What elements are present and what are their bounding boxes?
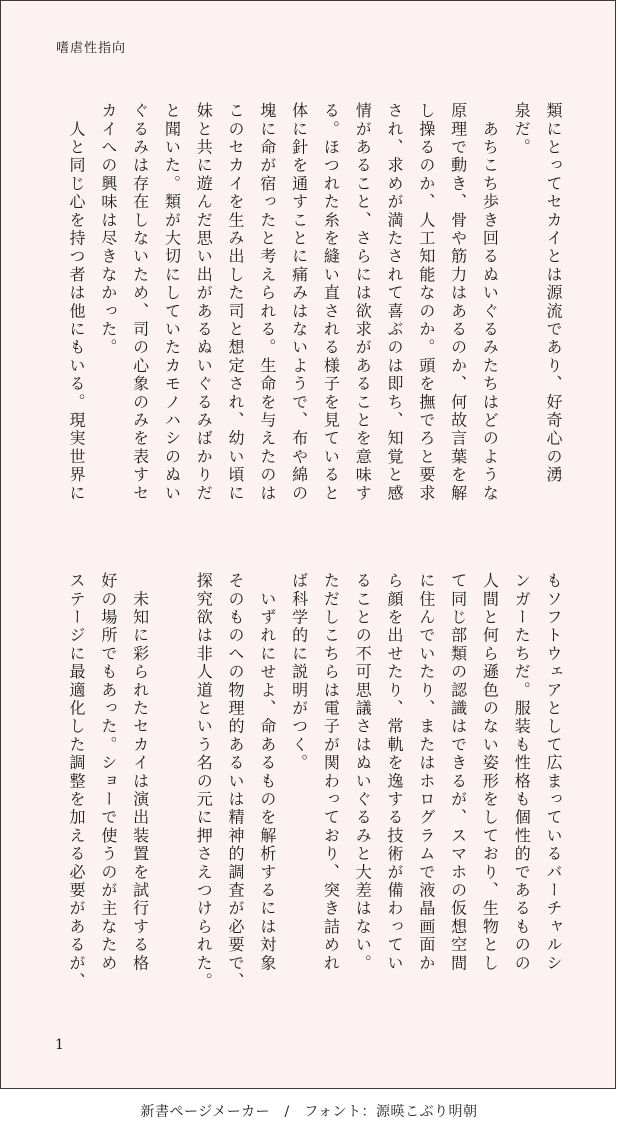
page-number: 1 xyxy=(55,1037,64,1053)
body-text-upper: 類にとってセカイとは源流であり、好奇心の湧 泉だ。 あちこち歩き回るぬいぐるみたちはどのような 原理で動き、骨や筋力はあるのか、何故言葉を解 し操るのか、人工知能なのか。頭を撫でろと要求 され、求めが満たされて喜ぶのは即ち、知覚と感 情があること、さらには欲求があることを意味す る。ほつれた糸を縫い直される様子を見ていると 体に針を通すことに痛みはないようで、布や綿の 塊に命が宿ったと考えられる。生命を与えたのは このセカイを生み出した司と想定され、幼い頃に 妹と共に遊んだ思い出があるぬいぐるみばかりだ と聞いた。類が大切にしていたカモノハシのぬい ぐるみは存在しないため、司の心象のみを表すセ カイへの興味は尽きなかった。 人と同じ心を持つ者は他にもいる。現実世界に xyxy=(67,102,563,503)
body-text-lower: もソフトウェアとして広まっているバーチャルシ ンガーたちだ。服装も性格も個性的であるものの 人間と何ら遜色のない姿形をしており、生物とし て同じ部類の認識はできるが、スマホの仮想空間 に住んでいたり、またはホログラムで液晶画面か ら顔を出せたり、常軌を逸する技術が備わってい ることの不可思議さはぬいぐるみと大差はない。 ただしこちらは電子が関わっており、突き詰めれ ば科学的に説明がつく。 いずれにせよ、命あるものを解析するには対象 そのものへの物理的あるいは精神的調査が必要で、 探究欲は非人道という名の元に押さえつけられた。 未知に彩られたセカイは演出装置を試行する格 好の場所でもあった。ショーで使うのが主なため ステージに最適化した調整を加える必要があるが、 xyxy=(67,572,563,991)
running-header: 嗜虐性指向 xyxy=(56,41,127,56)
credit-footer: 新書ページメーカー / フォント：源暎こぶり明朝 xyxy=(140,1104,478,1120)
